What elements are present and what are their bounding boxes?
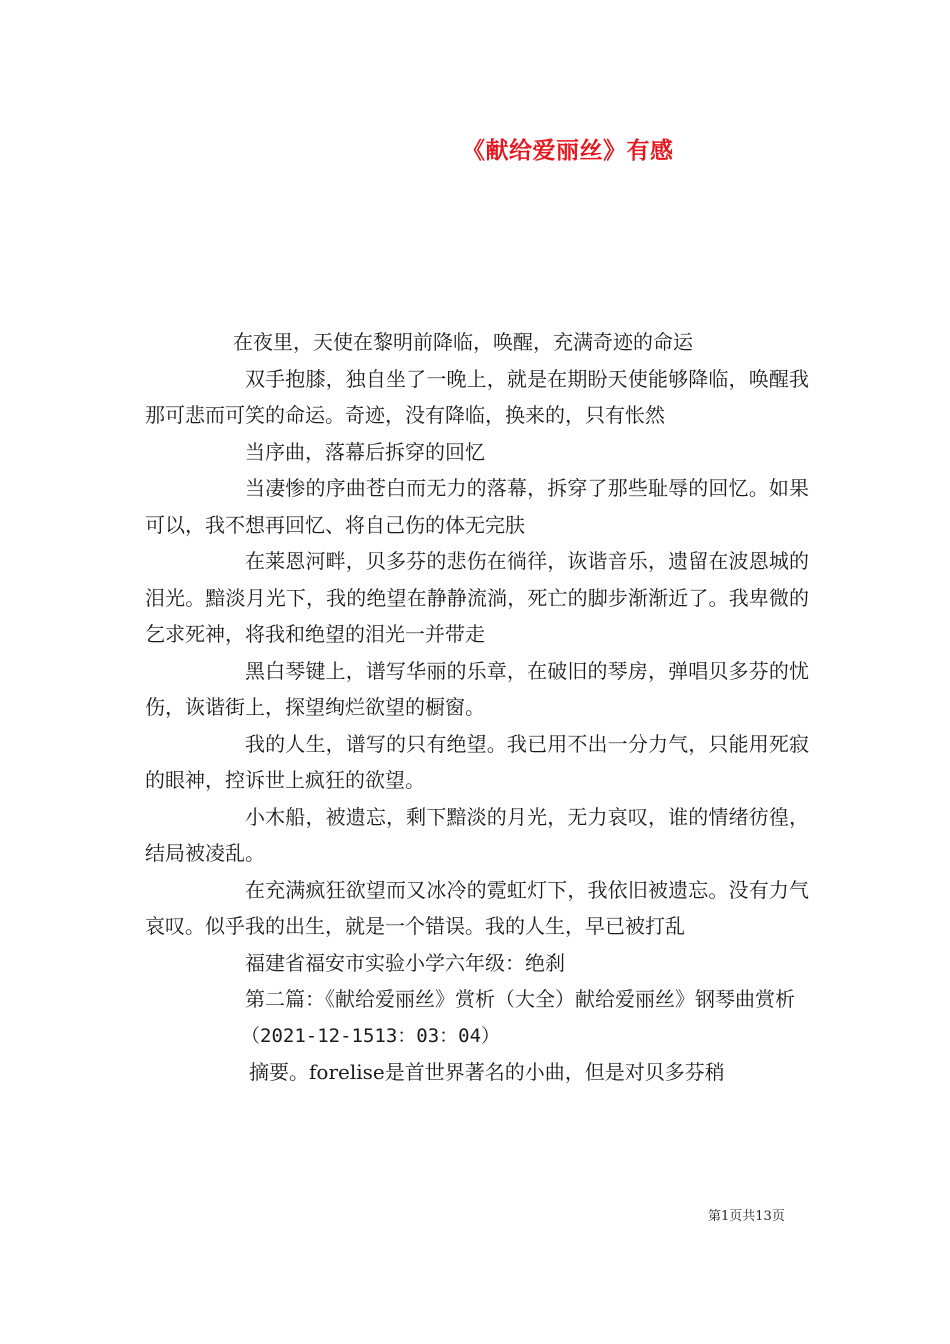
section-heading: 第二篇：《献给爱丽丝》赏析（大全）献给爱丽丝》钢琴曲赏析 [245, 987, 795, 1011]
author-line: 福建省福安市实验小学六年级：绝刹 [245, 950, 565, 975]
paragraph: 在夜里，天使在黎明前降临，唤醒，充满奇迹的命运 [233, 330, 693, 354]
paragraph: 双手抱膝，独自坐了一晚上，就是在期盼天使能够降临，唤醒我那可悲而可笑的命运。奇迹，没有降临，换来的，只有怅然 [145, 366, 809, 427]
paragraph: 小木船，被遗忘，剩下黯淡的月光，无力哀叹，谁的情绪彷徨，结局被凌乱。 [145, 804, 809, 865]
abstract-line: 摘要。forelise是首世界著名的小曲，但是对贝多芬稍 [249, 1060, 725, 1084]
paragraph: 在充满疯狂欲望而又冰冷的霓虹灯下，我依旧被遗忘。没有力气哀叹。似乎我的出生，就是一个错误。我的人生，早已被打乱 [145, 877, 809, 938]
paragraph: 当序曲，落幕后拆穿的回忆 [245, 439, 485, 464]
date-line: （2021-12-1513：03：04） [241, 1024, 501, 1047]
paragraph: 在莱恩河畔，贝多芬的悲伤在徜徉，诙谐音乐，遗留在波恩城的泪光。黯淡月光下，我的绝望在静静流淌，死亡的脚步渐渐近了。我卑微的乞求死神，将我和绝望的泪光一并带走 [145, 549, 809, 646]
document-body [145, 324, 809, 1091]
paragraph: 我的人生，谱写的只有绝望。我已用不出一分力气，只能用死寂的眼神，控诉世上疯狂的欲望。 [145, 731, 809, 792]
paragraph: 黑白琴键上，谱写华丽的乐章，在破旧的琴房，弹唱贝多芬的忧伤，诙谐街上，探望绚烂欲望的橱窗。 [145, 658, 809, 719]
page-number-footer: 第1页共13页 [708, 1209, 785, 1224]
paragraph: 当凄惨的序曲苍白而无力的落幕，拆穿了那些耻辱的回忆。如果可以，我不想再回忆、将自己伤的体无完肤 [145, 476, 809, 537]
document-title: 《献给爱丽丝》有感 [462, 137, 674, 164]
